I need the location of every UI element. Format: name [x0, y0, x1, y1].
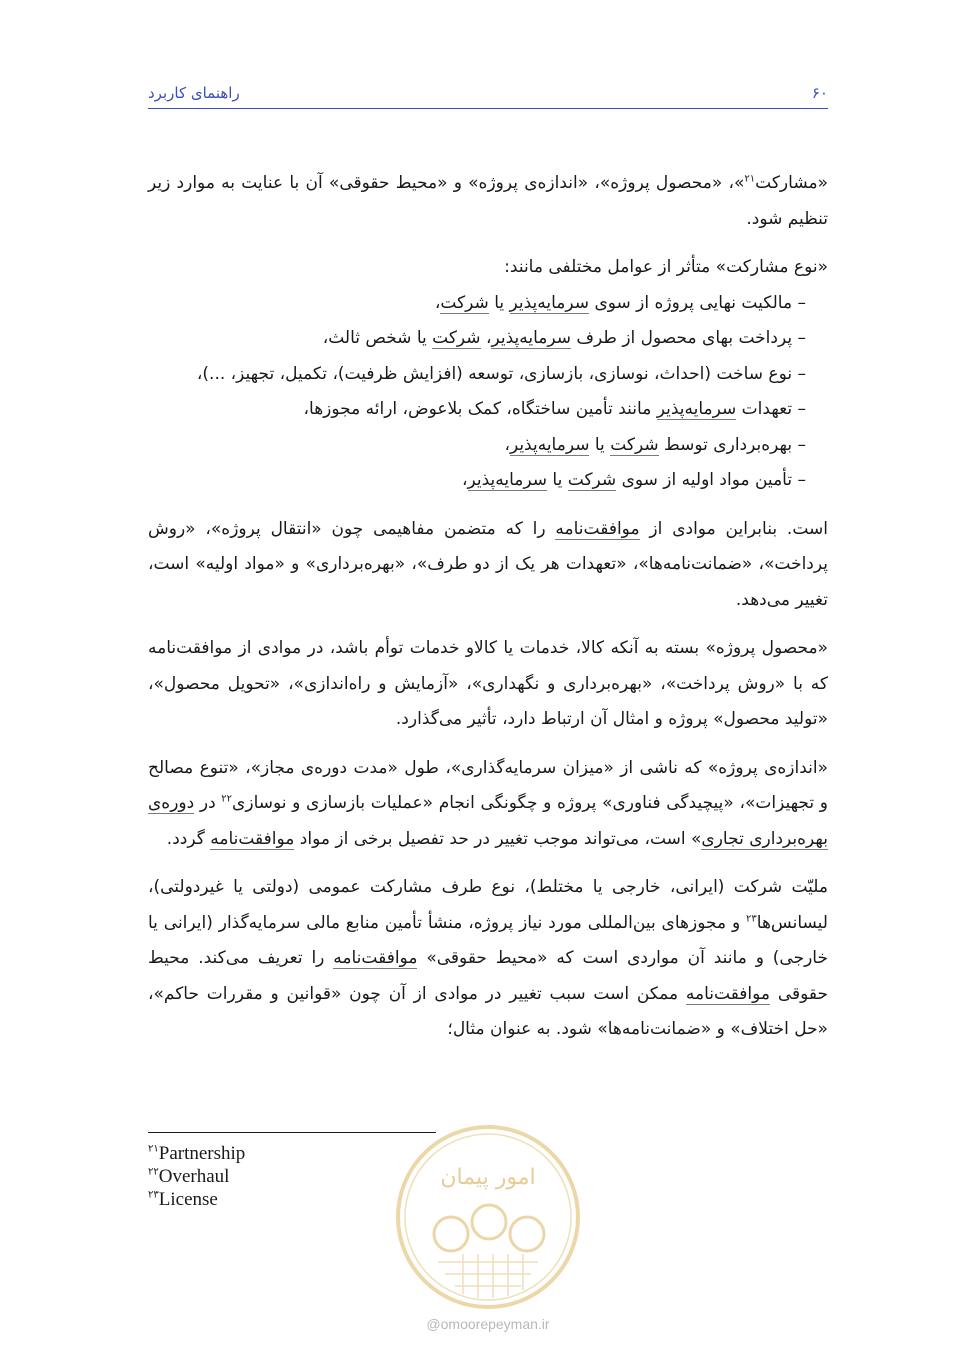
paragraph-2-intro: «نوع مشارکت» متأثر از عوامل مختلفی مانند: — [504, 257, 828, 277]
footnote-ref-21[interactable]: ۲۱ — [744, 173, 756, 185]
text-span: »، «محصول پروژه»، «اندازه‌ی پروژه» و «محیط حقوقی» آن با عنایت به موارد زیر تنظیم شود. — [148, 173, 828, 229]
footnote-item: $^{۲۱}$Partnership — [148, 1143, 246, 1164]
footnote-item: $^{۲۳}$License — [148, 1189, 218, 1210]
page-number: ۶۰ — [811, 84, 828, 102]
term-link[interactable]: موافقت‌نامه — [210, 828, 295, 849]
list-item: – مالکیت نهایی پروژه از سوی سرمایه‌پذیر یا شرکت، — [148, 286, 806, 322]
term-link[interactable]: موافقت‌نامه — [333, 948, 418, 968]
footnote-item: $^{۲۲}$Overhaul — [148, 1166, 230, 1187]
term-link[interactable]: موافقت‌نامه — [555, 518, 640, 539]
list-item: – تعهدات سرمایه‌پذیر مانند تأمین ساختگاه، کمک بلاعوض، ارائه مجوزها، — [148, 392, 806, 428]
term-link[interactable]: سرمایه‌پذیر — [467, 470, 548, 490]
term-link[interactable]: شرکت — [440, 292, 489, 313]
term-link[interactable]: سرمایه‌پذیر — [509, 434, 590, 455]
paragraph-4: «محصول پروژه» بسته به آنکه کالا، خدمات یا کالاو خدمات توأم باشد، در موادی از موافقت‌نامه که با «روش پرداخت»، «بهره‌برداری و نگهداری»، «آزمایش و راه‌اندازی»، «تحویل محصول»، «تولید محصول» پروژه و امثال آن ارتباط دارد، تأثیر می‌گذارد. — [148, 638, 828, 729]
footnote-ref-23[interactable]: ۲۳ — [746, 912, 757, 924]
term-link[interactable]: شرکت — [567, 470, 617, 490]
list-item: – نوع ساخت (احداث، نوسازی، بازسازی، توسعه (افزایش ظرفیت)، تکمیل، تجهیز، ...)، — [148, 357, 806, 393]
list-item: – بهره‌برداری توسط شرکت یا سرمایه‌پذیر، — [148, 428, 806, 464]
list-item: – پرداخت بهای محصول از طرف سرمایه‌پذیر، شرکت یا شخص ثالث، — [148, 321, 806, 357]
paragraph-5: «اندازه‌ی پروژه» که ناشی از «میزان سرمایه‌گذاری»، طول «مدت دوره‌ی مجاز»، «تنوع مصالح و تجهیزات»، «پیچیدگی فناوری» پروژه و چگونگی انجام «عملیات بازسازی و نوسازی$^{۲۲}$ در دوره‌ی بهره‌برداری تجاری» است، می‌تواند موجب تغییر در حد تفصیل برخی از مواد موافقت‌نامه گردد. — [148, 757, 828, 849]
footnote-ref-22[interactable]: ۲۲ — [221, 793, 233, 805]
page-header — [148, 78, 828, 109]
running-title: راهنمای کاربرد — [148, 84, 240, 102]
publisher-seal-icon — [393, 1122, 583, 1312]
term-link[interactable]: شرکت — [610, 434, 659, 455]
term-link[interactable]: سرمایه‌پذیر — [509, 292, 590, 313]
paragraph-1: «مشارکت$^{۲۱}$»، «محصول پروژه»، «اندازه‌ی پروژه» و «محیط حقوقی» آن با عنایت به موارد زیر تنظیم شود. — [148, 173, 828, 229]
paragraph-6: ملیّت شرکت (ایرانی، خارجی یا مختلط)، نوع طرف مشارکت عمومی (دولتی یا غیردولتی)، لیسانس‌ها$^{۲۳}$ و مجوزهای بین‌المللی مورد نیاز پروژه، منشأ تأمین منابع مالی سرمایه‌گذار (ایرانی یا خارجی) و مانند آن مواردی است که «محیط حقوقی» موافقت‌نامه را تعریف می‌کند. محیط حقوقی موافقت‌نامه ممکن است سبب تغییر در موادی از آن چون «قوانین و مقررات حاکم»، «حل اختلاف» و «ضمانت‌نامه‌ها» شود. به عنوان مثال؛ — [148, 877, 829, 1039]
body-text — [148, 166, 828, 1061]
watermark: @omoorepeyman.ir — [426, 1316, 550, 1332]
term-link[interactable]: دوره‌ی بهره‌برداری تجاری — [148, 793, 828, 849]
term-link[interactable]: سرمایه‌پذیر — [491, 328, 571, 348]
term-link[interactable]: شرکت — [432, 328, 481, 348]
factor-list — [148, 286, 828, 499]
svg-text:امور پیمان: امور پیمان — [440, 1165, 536, 1190]
footnotes — [148, 1142, 245, 1211]
paragraph-3: است. بنابراین موادی از موافقت‌نامه را که متضمن مفاهیمی چون «انتقال پروژه»، «روش پرداخت»، «ضمانت‌نامه‌ها»، «تعهدات هر یک از دو طرف»، «بهره‌برداری» و «مواد اولیه» است، تغییر می‌دهد. — [148, 518, 828, 610]
term-link[interactable]: سرمایه‌پذیر — [656, 399, 737, 419]
list-item: – تأمین مواد اولیه از سوی شرکت یا سرمایه‌پذیر، — [148, 463, 806, 499]
text-span: مشارکت — [755, 173, 818, 193]
term-link[interactable]: موافقت‌نامه — [685, 983, 771, 1004]
